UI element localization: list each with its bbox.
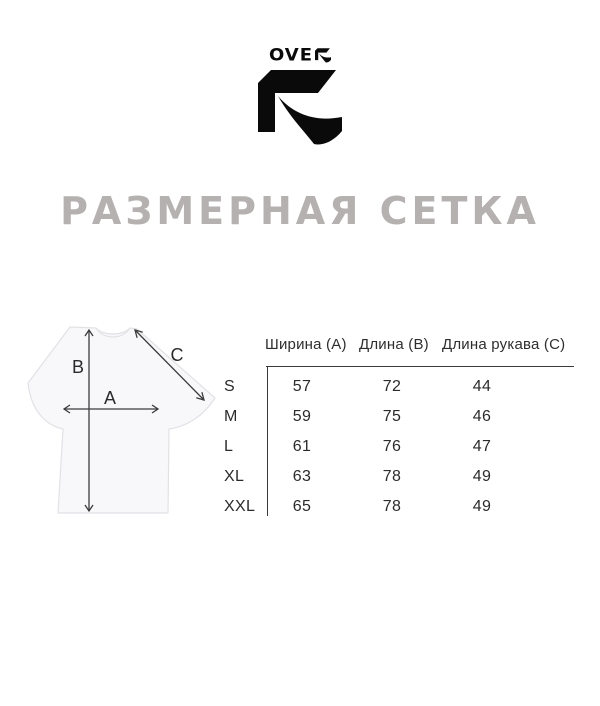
brand-wordmark: [0, 46, 600, 64]
size-table-rows: [222, 372, 517, 522]
size-label: M: [224, 408, 238, 425]
size-label: XXL: [224, 498, 256, 515]
brand-arrow-glyph-icon: [258, 70, 342, 146]
size-table: [222, 336, 584, 526]
length-value: 75: [382, 408, 402, 425]
column-header-sleeve: Длина рукава (С): [442, 336, 566, 353]
width-value: 65: [292, 498, 312, 515]
tshirt-illustration: [25, 315, 220, 515]
sleeve-value: 49: [472, 498, 492, 515]
sleeve-label-C: C: [170, 345, 184, 365]
length-value: 76: [382, 438, 402, 455]
length-value: 72: [382, 378, 402, 395]
width-value: 57: [292, 378, 312, 395]
brand-r-glyph-icon: [315, 48, 331, 63]
width-value: 63: [292, 468, 312, 485]
sleeve-value: 46: [472, 408, 492, 425]
length-value: 78: [382, 468, 402, 485]
size-label: XL: [224, 468, 245, 485]
tshirt-body: [28, 327, 215, 513]
sleeve-value: 44: [472, 378, 492, 395]
width-value: 59: [292, 408, 312, 425]
table-divider-horizontal: [266, 366, 574, 367]
page-title: РАЗМЕРНАЯ СЕТКА: [60, 189, 540, 233]
column-header-width: Ширина (А): [265, 336, 347, 353]
size-label: L: [224, 438, 234, 455]
length-value: 78: [382, 498, 402, 515]
sleeve-value: 49: [472, 468, 492, 485]
size-label: S: [224, 378, 235, 395]
sleeve-value: 47: [472, 438, 492, 455]
column-header-length: Длина (В): [359, 336, 429, 353]
brand-wordmark-text: OVE: [268, 45, 314, 65]
width-label-A: A: [103, 388, 117, 408]
tshirt-measure-diagram: [25, 315, 220, 515]
width-label-B: B: [71, 357, 85, 377]
width-value: 61: [292, 438, 312, 455]
